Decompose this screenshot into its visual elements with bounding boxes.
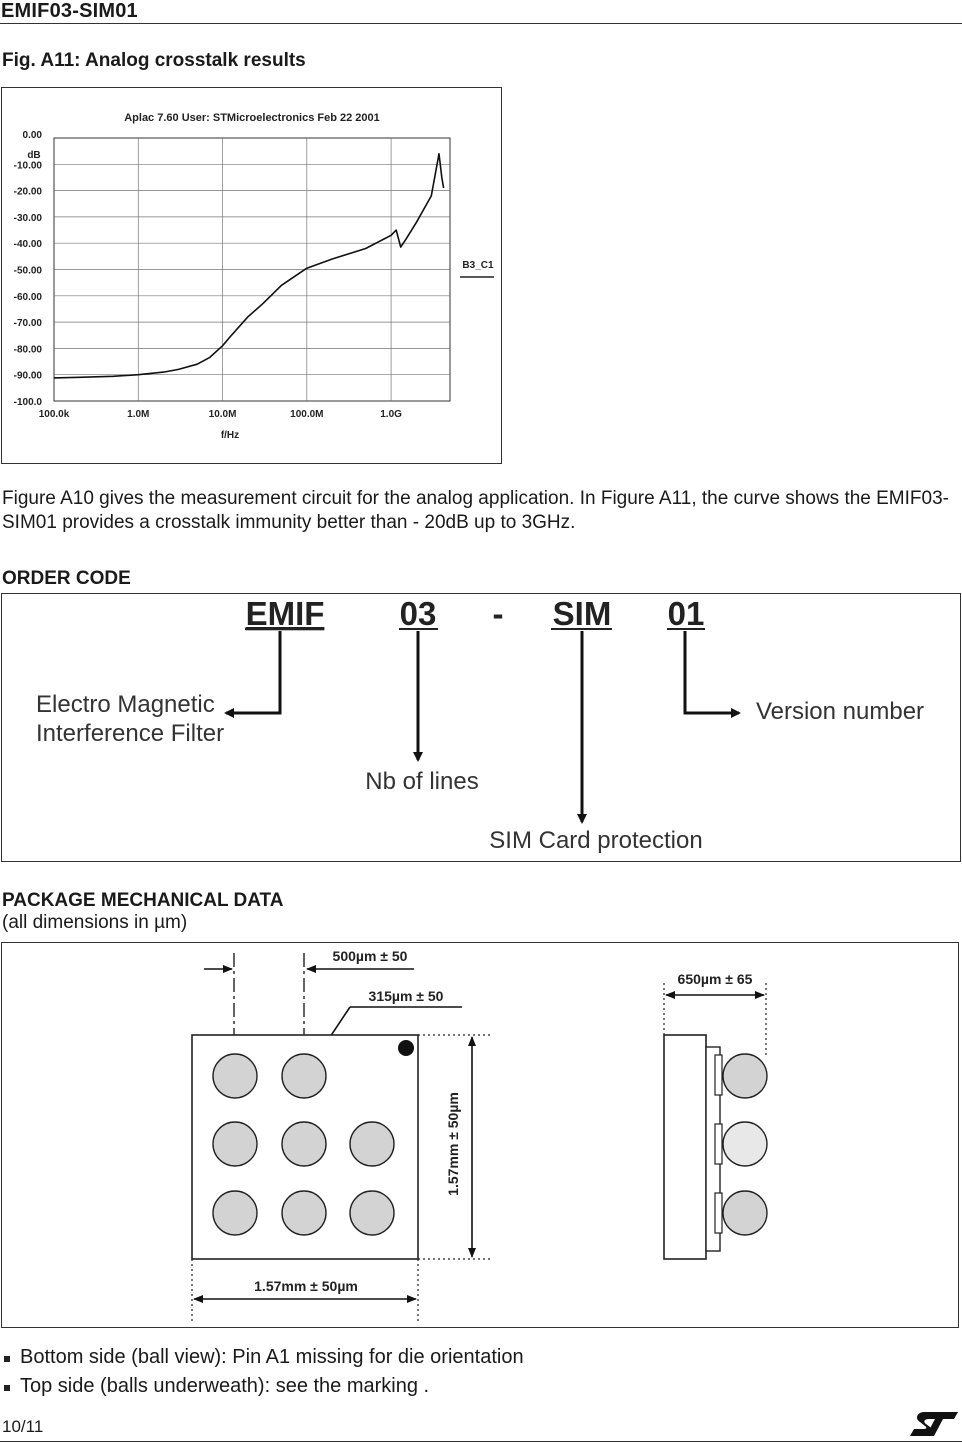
chart-x-ticks [39, 409, 402, 420]
label-emif-line2: Interference Filter [36, 720, 225, 747]
crosstalk-chart [2, 88, 501, 463]
figure-title: Fig. A11: Analog crosstalk results [2, 50, 306, 71]
footer-rule [0, 1441, 962, 1442]
chart-title: Aplac 7.60 User: STMicroelectronics Feb 22 2001 [124, 112, 380, 124]
chart-legend-label: B3_C1 [462, 260, 494, 271]
chart-x-tick-label: 100.0k [38, 409, 70, 420]
notes-list [2, 1343, 524, 1401]
order-code-diagram [2, 594, 960, 861]
label-sim-protection: SIM Card protection [489, 827, 703, 854]
label-version-number: Version number [755, 698, 925, 725]
ball-c3 [350, 1191, 394, 1235]
chart-y-tick-label: -100.0 [13, 397, 42, 408]
chart-y-tick-label: -10.00 [13, 160, 42, 172]
chart-y-tick-label: 0.00 [22, 130, 42, 141]
arrow-version [685, 631, 739, 713]
package-title: PACKAGE MECHANICAL DATA [2, 890, 284, 911]
side-ball-3 [723, 1191, 767, 1235]
ball-c2 [282, 1191, 326, 1235]
ball-a1 [213, 1054, 257, 1098]
chart-y-tick-label: -90.00 [13, 370, 42, 382]
code-part-dash: - [492, 595, 504, 632]
dim-height: 650µm ± 65 [677, 971, 753, 987]
dim-side: 1.57mm ± 50µm [445, 1092, 461, 1196]
chart-y-tick-label: -20.00 [13, 186, 42, 198]
package-drawing [2, 943, 958, 1327]
chart-series [54, 154, 444, 378]
ball-b3 [350, 1122, 394, 1166]
chart-y-tick-label: -30.00 [13, 212, 42, 224]
chart-y-tick-label: -40.00 [13, 239, 42, 251]
chart-x-tick-label: 100.0M [290, 409, 324, 420]
body-paragraph: Figure A10 gives the measurement circuit for the analog application. In Figure A11, the curve shows the EMIF03-SIM01 provides a crosstalk immunity better than - 20dB up to 3GHz. [2, 488, 949, 533]
page-number: 10/11 [2, 1417, 44, 1436]
chart-x-label: f/Hz [220, 430, 240, 441]
note-item: Top side (balls underweath): see the marking . [2, 1372, 524, 1401]
code-part-sim: SIM [552, 595, 612, 632]
chart-y-tick-label: -80.00 [13, 344, 42, 356]
label-emif-line1: Electro Magnetic [36, 691, 215, 718]
package-panel [1, 942, 959, 1328]
label-nb-lines: Nb of lines [365, 768, 479, 795]
chart-x-tick-label: 1.0M [127, 409, 150, 420]
package-subtitle: (all dimensions in µm) [2, 912, 188, 933]
chart-y-tick-label: -60.00 [13, 291, 42, 303]
dim-width: 1.57mm ± 50µm [254, 1278, 358, 1294]
die-side-view [664, 1035, 706, 1259]
arrow-emif [226, 631, 280, 713]
order-code-panel [1, 593, 961, 862]
note-item: Bottom side (ball view): Pin A1 missing for die orientation [2, 1343, 524, 1372]
chart-y-tick-label: -50.00 [13, 265, 42, 277]
chart-y-ticks [14, 130, 43, 408]
header-rule [0, 23, 962, 24]
ball-a2 [282, 1054, 326, 1098]
side-pad-3 [715, 1193, 722, 1233]
document-id: EMIF03-SIM01 [1, 0, 138, 22]
side-ball-1 [723, 1054, 767, 1098]
orientation-dot [398, 1040, 414, 1056]
code-part-emif: EMIF [245, 595, 325, 632]
chart-y-tick-label: -70.00 [13, 318, 42, 330]
ball-c1 [213, 1191, 257, 1235]
chart-x-tick-label: 1.0G [380, 409, 402, 420]
chart-y-unit: dB [27, 150, 41, 161]
chart-grid [54, 138, 450, 401]
chart-x-tick-label: 10.0M [208, 409, 237, 420]
ball-b2 [282, 1122, 326, 1166]
side-ball-2 [723, 1122, 767, 1166]
chart-series-line [54, 154, 444, 378]
side-pad-2 [715, 1124, 722, 1164]
chart-panel [1, 87, 502, 464]
ball-b1 [213, 1122, 257, 1166]
dim-ball: 315µm ± 50 [368, 988, 444, 1004]
code-part-version: 01 [667, 595, 705, 632]
st-logo-icon [910, 1410, 960, 1438]
code-part-lines: 03 [399, 595, 437, 632]
order-code-title: ORDER CODE [2, 568, 131, 589]
side-pad-1 [715, 1055, 722, 1095]
dim-pitch: 500µm ± 50 [332, 948, 408, 964]
